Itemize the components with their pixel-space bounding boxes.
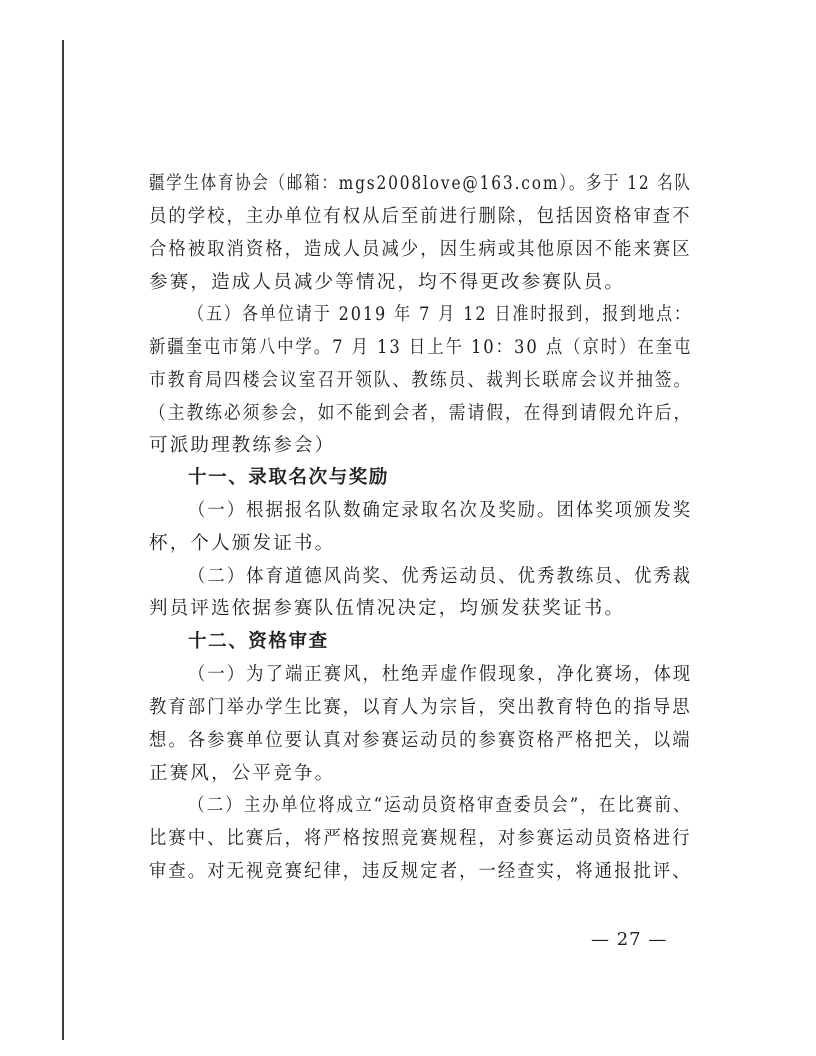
paragraph-line: 杯，个人颁发证书。 <box>149 533 336 554</box>
paragraph-line: （主教练必须参会，如不能到会者，需请假，在得到请假允许后， <box>149 403 693 424</box>
paragraph-line: 员的学校，主办单位有权从后至前进行删除，包括因资格审查不 <box>149 206 692 227</box>
paragraph-line: 参赛，造成人员减少等情况，均不得更改参赛队员。 <box>149 272 626 293</box>
section-heading: 十一、录取名次与奖励 <box>188 467 390 488</box>
paragraph-line: 判员评选依据参赛队伍情况决定，均颁发获奖证书。 <box>149 598 626 619</box>
paragraph-line: （二）主办单位将成立“运动员资格审查委员会”，在比赛前、 <box>188 795 692 816</box>
paragraph-line: （二）体育道德风尚奖、优秀运动员、优秀教练员、优秀裁 <box>188 566 693 587</box>
paragraph-line: 想。各参赛单位要认真对参赛运动员的参赛资格严格把关，以端 <box>149 730 692 751</box>
section-heading: 十二、资格审查 <box>188 631 329 652</box>
paragraph-line: 市教育局四楼会议室召开领队、教练员、裁判长联席会议并抽签。 <box>149 370 693 391</box>
paragraph-line: 疆学生体育协会（邮箱：mgs2008love@163.com）。多于 12 名队 <box>149 173 692 194</box>
paragraph-line: （五）各单位请于 2019 年 7 月 12 日准时报到，报到地点： <box>188 304 693 325</box>
paragraph-line: 教育部门举办学生比赛，以育人为宗旨，突出教育特色的指导思 <box>149 697 692 718</box>
paragraph-line: 新疆奎屯市第八中学。7 月 13 日上午 10：30 点（京时）在奎屯 <box>149 337 693 358</box>
paragraph-line: 合格被取消资格，造成人员减少，因生病或其他原因不能来赛区 <box>149 239 692 260</box>
page-number: — 27 — <box>591 929 668 950</box>
paragraph-line: 审查。对无视竞赛纪律，违反规定者，一经查实，将通报批评、 <box>149 861 692 882</box>
paragraph-line: （一）为了端正赛风，杜绝弄虚作假现象，净化赛场，体现 <box>188 664 693 685</box>
paragraph-line: 比赛中、比赛后，将严格按照竞赛规程，对参赛运动员资格进行 <box>149 828 692 849</box>
scan-edge-line <box>62 40 64 1040</box>
paragraph-line: 正赛风，公平竞争。 <box>149 763 336 784</box>
paragraph-line: （一）根据报名队数确定录取名次及奖励。团体奖项颁发奖 <box>188 500 693 521</box>
paragraph-line: 可派助理教练参会） <box>149 435 336 456</box>
